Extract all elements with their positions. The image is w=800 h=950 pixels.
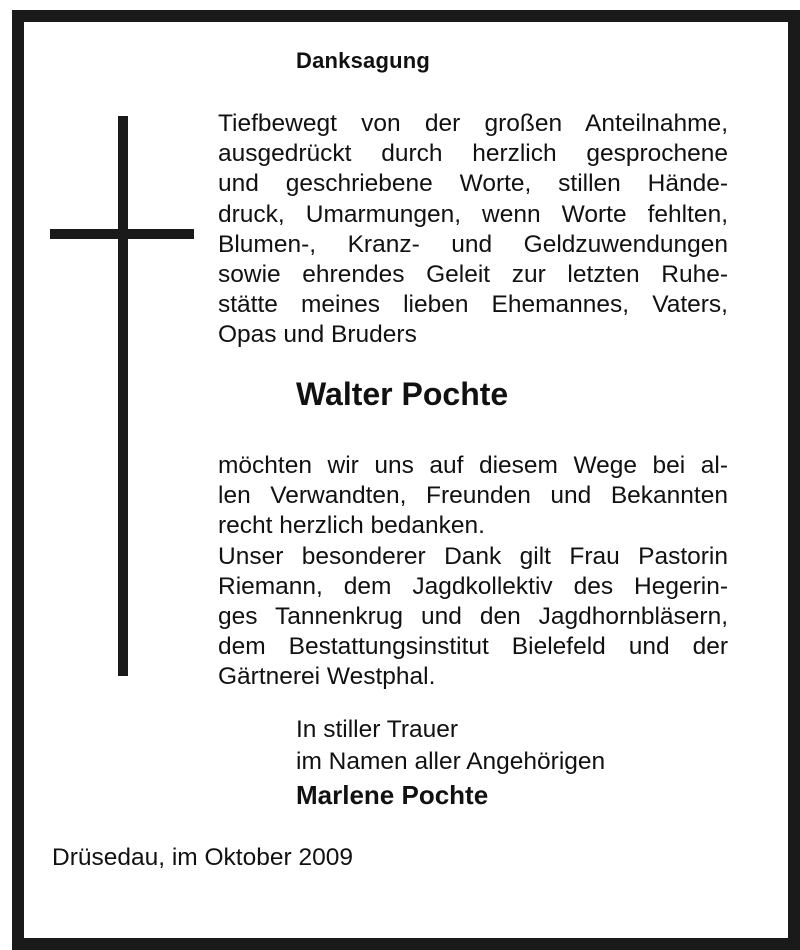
text-line: recht herzlich bedanken. <box>218 512 485 540</box>
text-line: und geschriebene Worte, stillen Hände- <box>218 170 728 198</box>
text-line: sowie ehrendes Geleit zur letzten Ruhe- <box>218 261 728 289</box>
text-line: Unser besonderer Dank gilt Frau Pastorin <box>218 542 728 570</box>
text-line: druck, Umarmungen, wenn Worte fehlten, <box>218 200 728 228</box>
text-line: möchten wir uns auf diesem Wege bei al- <box>218 452 728 479</box>
closing-line: In stiller Trauer <box>296 716 459 743</box>
text-line: len Verwandten, Freunden und Bekannten <box>218 482 728 510</box>
signer-name: Marlene Pochte <box>296 780 489 810</box>
text-line: Riemann, dem Jagdkollektiv des Hegerin- <box>218 572 728 600</box>
text-line: Tiefbewegt von der großen Anteilnahme, <box>218 110 728 137</box>
closing-lines <box>296 714 605 778</box>
text-line: stätte meines lieben Ehemannes, Vaters, <box>218 291 728 319</box>
cross-horizontal-bar <box>50 229 194 239</box>
thanks-paragraph-main <box>218 451 728 693</box>
thanks-paragraph-intro <box>218 109 728 351</box>
text-line: Opas und Bruders <box>218 321 417 349</box>
deceased-name: Walter Pochte <box>296 376 509 412</box>
closing-line: im Namen aller Angehörigen <box>296 748 606 775</box>
text-line: ausgedrückt durch herzlich gesprochene <box>218 140 728 168</box>
place-and-date: Drüsedau, im Oktober 2009 <box>52 844 353 871</box>
text-line: dem Bestattungsinstitut Bielefeld und der <box>218 633 728 661</box>
text-line: ges Tannenkrug und den Jagdhornbläsern, <box>218 603 728 631</box>
cross-vertical-bar <box>118 116 128 676</box>
text-line: Gärtnerei Westphal. <box>218 663 436 691</box>
text-line: Blumen-, Kranz- und Geldzuwendungen <box>218 230 728 258</box>
notice-heading: Danksagung <box>296 48 431 73</box>
